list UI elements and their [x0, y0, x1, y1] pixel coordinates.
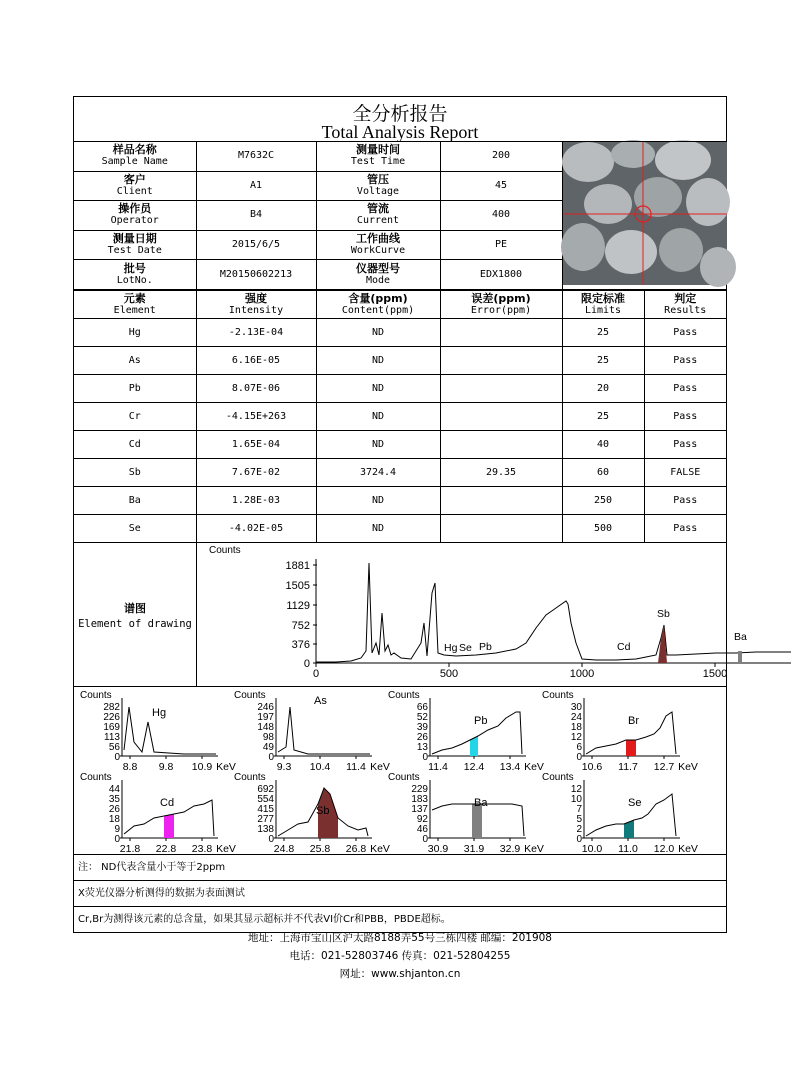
- counts-label: Counts: [234, 772, 266, 783]
- y-tick-label: 0: [303, 658, 310, 670]
- table-cell: -4.02E-05: [196, 515, 316, 543]
- element-spectra: [74, 687, 726, 855]
- x-tick-label: 9.3: [276, 761, 292, 773]
- info-value: 400: [491, 209, 511, 221]
- element-spectrum-se: [542, 772, 698, 855]
- header-en: Content(ppm): [341, 304, 415, 316]
- spectrum-row: [74, 543, 747, 687]
- info-value-cell: [440, 201, 562, 231]
- table-cell: 20: [562, 375, 644, 403]
- x-tick-label: 10.9: [191, 761, 213, 773]
- table-cell: 60: [562, 459, 644, 487]
- header-cn: 强度: [245, 291, 267, 305]
- info-label: [74, 260, 196, 290]
- element-label: Cd: [160, 797, 175, 809]
- info-label: [74, 142, 196, 171]
- info-value-cell: [196, 230, 316, 260]
- y-tick-label: 554: [257, 794, 274, 805]
- info-value: M7632C: [237, 150, 275, 162]
- x-tick-label: 23.8: [191, 843, 213, 855]
- table-cell: Pass: [644, 319, 726, 347]
- element-spectrum-cd: [80, 772, 236, 855]
- info-value-cell: [196, 171, 316, 201]
- header-en: Limits: [584, 304, 622, 316]
- x-tick-label: 11.4: [428, 761, 448, 773]
- x-tick-label: 8.8: [122, 761, 138, 773]
- y-tick-label: 26: [416, 732, 428, 743]
- label-en: Mode: [365, 274, 391, 286]
- table-cell: Cr: [74, 403, 196, 431]
- counts-label: Counts: [234, 690, 266, 701]
- table-cell: 1.28E-03: [196, 487, 316, 515]
- notes-section: [74, 855, 726, 932]
- note-line: Cr,Br为测得该元素的总含量，如果其显示超标并不代表VI价Cr和PBB，PBDE超标。: [78, 914, 451, 925]
- y-tick-label: 376: [291, 639, 310, 651]
- spectrum-trace: [124, 707, 216, 754]
- table-cell: ND: [316, 347, 440, 375]
- footer-web: 网址：www.shjanton.cn: [339, 968, 461, 980]
- info-value-cell: [440, 142, 562, 171]
- table-cell: 25: [562, 319, 644, 347]
- info-value: EDX1800: [479, 268, 523, 280]
- y-tick-label: 18: [570, 722, 582, 733]
- note-line: X荧光仪器分析测得的数据为表面测试: [74, 881, 726, 907]
- table-cell: [440, 375, 562, 403]
- y-tick-label: 183: [411, 794, 428, 805]
- element-label: Sb: [316, 805, 330, 817]
- element-spectrum-as: [234, 690, 390, 773]
- table-cell: 6.16E-05: [196, 347, 316, 375]
- label-cn: 批号: [123, 261, 146, 275]
- label-en: LotNo.: [116, 274, 153, 286]
- element-spectrum-pb: [388, 690, 544, 773]
- unit-label: KeV: [524, 843, 544, 855]
- table-cell: ND: [316, 515, 440, 543]
- label-en: Test Date: [107, 245, 162, 257]
- table-cell: Pass: [644, 431, 726, 459]
- table-cell: As: [74, 347, 196, 375]
- table-row: [74, 431, 726, 459]
- counts-label: Counts: [80, 772, 112, 783]
- label-en: Current: [356, 215, 400, 227]
- info-row: [74, 142, 726, 171]
- x-tick-label: 0: [312, 668, 320, 680]
- unit-label: KeV: [216, 843, 236, 855]
- label-cn: 管压: [367, 172, 389, 186]
- table-cell: ND: [316, 431, 440, 459]
- x-tick-label: 25.8: [309, 843, 331, 855]
- y-tick-label: 415: [257, 804, 274, 815]
- x-tick-label: 26.8: [345, 843, 367, 855]
- label-cn: 管流: [367, 202, 389, 216]
- y-tick-label: 113: [104, 732, 120, 743]
- y-tick-label: 0: [422, 752, 428, 763]
- label-en: Client: [116, 185, 153, 197]
- info-value: 2015/6/5: [231, 239, 281, 251]
- table-cell: 25: [562, 403, 644, 431]
- table-cell: Pass: [644, 487, 726, 515]
- peak-fill: [164, 814, 174, 838]
- spectrum-label-cn: 谱图: [124, 601, 146, 615]
- table-cell: [440, 487, 562, 515]
- y-tick-label: 1129: [286, 600, 310, 612]
- y-tick-label: 44: [108, 784, 120, 795]
- label-cn: 仪器型号: [356, 261, 400, 275]
- info-label: [74, 230, 196, 260]
- y-tick-label: 0: [268, 834, 274, 845]
- peak-label: Ba: [734, 631, 747, 643]
- results-header: [316, 291, 440, 319]
- table-cell: Pass: [644, 375, 726, 403]
- table-cell: 40: [562, 431, 644, 459]
- y-tick-label: 0: [422, 834, 428, 845]
- peak-label: Cd: [617, 641, 631, 653]
- y-tick-label: 0: [576, 752, 582, 763]
- results-header: [562, 291, 644, 319]
- info-value: 200: [491, 150, 511, 162]
- x-tick-label: 11.7: [618, 761, 638, 773]
- table-cell: 3724.4: [316, 459, 440, 487]
- table-cell: ND: [316, 319, 440, 347]
- table-cell: 29.35: [440, 459, 562, 487]
- info-value-cell: [196, 201, 316, 231]
- y-tick-label: 7: [576, 804, 582, 815]
- y-tick-label: 282: [103, 702, 120, 713]
- peak-label: Pb: [479, 641, 492, 653]
- y-tick-label: 0: [114, 834, 120, 845]
- x-tick-label: 31.9: [463, 843, 485, 855]
- spectrum-trace: [316, 563, 791, 662]
- label-en: Sample Name: [101, 156, 168, 168]
- table-cell: Hg: [74, 319, 196, 347]
- y-tick-label: 39: [416, 722, 428, 733]
- element-label: Se: [628, 797, 642, 809]
- header-cn: 含量(ppm): [348, 291, 408, 305]
- info-value-cell: [440, 171, 562, 201]
- unit-label: KeV: [216, 761, 236, 773]
- counts-label: Counts: [209, 545, 241, 556]
- x-tick-label: 30.9: [427, 843, 449, 855]
- table-cell: ND: [316, 375, 440, 403]
- table-row: [74, 487, 726, 515]
- unit-label: KeV: [370, 843, 390, 855]
- footer-phone: 电话：021-52803746 传真：021-52804255: [289, 950, 511, 962]
- y-tick-label: 277: [257, 814, 274, 825]
- label-cn: 客户: [123, 172, 146, 186]
- peak-fill: [624, 820, 634, 838]
- label-en: Voltage: [356, 185, 400, 197]
- element-spectrum-ba: [388, 772, 544, 855]
- y-tick-label: 1505: [285, 580, 310, 592]
- report-title: [74, 97, 726, 142]
- table-cell: Pass: [644, 403, 726, 431]
- y-tick-label: 9: [114, 824, 120, 835]
- y-tick-label: 197: [257, 712, 274, 723]
- y-tick-label: 49: [262, 742, 274, 753]
- label-cn: 操作员: [118, 202, 152, 216]
- element-spectrum-hg: [80, 690, 236, 773]
- info-value: A1: [249, 179, 263, 191]
- table-row: [74, 515, 726, 543]
- x-tick-label: 32.9: [499, 843, 521, 855]
- label-cn: 样品名称: [112, 143, 157, 157]
- title-en: Total Analysis Report: [321, 122, 479, 142]
- table-cell: Pb: [74, 375, 196, 403]
- y-tick-label: 0: [268, 752, 274, 763]
- counts-label: Counts: [388, 690, 420, 701]
- info-label: [74, 201, 196, 231]
- y-tick-label: 137: [411, 804, 428, 815]
- info-value: PE: [494, 239, 508, 251]
- x-tick-label: 12.7: [653, 761, 675, 773]
- y-tick-label: 24: [570, 712, 582, 723]
- table-cell: ND: [316, 487, 440, 515]
- sample-photo-image: [563, 142, 727, 285]
- table-row: [74, 347, 726, 375]
- peak-label: Se: [459, 642, 472, 654]
- info-value-cell: [440, 260, 562, 290]
- header-cn: 元素: [123, 291, 146, 305]
- ba-peak-fill: [738, 651, 742, 663]
- element-spectrum-sb: [234, 772, 390, 855]
- peak-fill: [472, 804, 482, 838]
- header-en: Error(ppm): [470, 304, 532, 316]
- table-cell: 250: [562, 487, 644, 515]
- element-label: As: [314, 695, 327, 707]
- table-cell: Pass: [644, 347, 726, 375]
- info-value-cell: [440, 230, 562, 260]
- spectrum-trace: [278, 707, 370, 754]
- table-cell: -2.13E-04: [196, 319, 316, 347]
- y-tick-label: 0: [114, 752, 120, 763]
- results-header: [440, 291, 562, 319]
- x-tick-label: 1500: [702, 668, 728, 680]
- table-cell: 1.65E-04: [196, 431, 316, 459]
- info-label: [316, 260, 440, 290]
- info-value-cell: [196, 142, 316, 171]
- label-en: Operator: [110, 215, 159, 227]
- analysis-report: [73, 96, 747, 933]
- x-tick-label: 11.4: [346, 761, 366, 773]
- x-tick-label: 500: [439, 668, 459, 680]
- title-cn: 全分析报告: [352, 103, 448, 125]
- note-line: 注： ND代表含量小于等于2ppm: [74, 855, 726, 881]
- results-header: [644, 291, 726, 319]
- table-row: [74, 375, 726, 403]
- y-tick-label: 92: [416, 814, 428, 825]
- x-tick-label: 13.4: [499, 761, 521, 773]
- results-header-row: [74, 291, 726, 319]
- sample-info-table: [74, 142, 726, 290]
- y-tick-label: 169: [103, 722, 120, 733]
- table-cell: Cd: [74, 431, 196, 459]
- x-tick-label: 10.6: [581, 761, 603, 773]
- label-cn: 测量日期: [112, 232, 157, 246]
- x-tick-label: 12.4: [463, 761, 485, 773]
- y-tick-label: 138: [257, 824, 274, 835]
- info-value: B4: [249, 209, 263, 221]
- header-cn: 误差(ppm): [471, 291, 531, 305]
- unit-label: KeV: [678, 843, 698, 855]
- footer-address: 地址：上海市宝山区沪太路8188弄55号三栋四楼 邮编：201908: [247, 932, 552, 944]
- y-tick-label: 0: [576, 834, 582, 845]
- label-cn: 测量时间: [356, 143, 400, 157]
- peak-label: Sb: [657, 608, 670, 620]
- unit-label: KeV: [524, 761, 544, 773]
- x-tick-label: 10.0: [581, 843, 603, 855]
- table-row: [74, 403, 726, 431]
- header-en: Results: [664, 304, 707, 316]
- table-cell: [440, 319, 562, 347]
- table-cell: -4.15E+263: [196, 403, 316, 431]
- x-tick-label: 11.0: [618, 843, 638, 855]
- element-label: Hg: [152, 707, 167, 719]
- y-tick-label: 226: [103, 712, 120, 723]
- results-header: [196, 291, 316, 319]
- unit-label: KeV: [678, 761, 698, 773]
- info-value: M20150602213: [219, 268, 293, 280]
- counts-label: Counts: [388, 772, 420, 783]
- results-table: [74, 290, 726, 543]
- table-cell: ND: [316, 403, 440, 431]
- y-tick-label: 18: [108, 814, 120, 825]
- x-tick-label: 9.8: [158, 761, 174, 773]
- header-cn: 判定: [674, 291, 697, 305]
- header-cn: 限定标准: [581, 291, 625, 305]
- y-tick-label: 2: [576, 824, 582, 835]
- x-tick-label: 10.4: [309, 761, 331, 773]
- y-tick-label: 26: [108, 804, 120, 815]
- info-label: [316, 201, 440, 231]
- table-cell: 8.07E-06: [196, 375, 316, 403]
- x-tick-label: 21.8: [119, 843, 141, 855]
- y-tick-label: 52: [416, 712, 428, 723]
- y-tick-label: 66: [416, 702, 428, 713]
- info-label: [316, 142, 440, 171]
- y-tick-label: 56: [108, 742, 120, 753]
- x-tick-label: 1000: [569, 668, 595, 680]
- table-row: [74, 459, 726, 487]
- y-tick-label: 98: [262, 732, 274, 743]
- counts-label: Counts: [542, 690, 574, 701]
- counts-label: Counts: [542, 772, 574, 783]
- info-label: [74, 171, 196, 201]
- element-label: Pb: [474, 715, 488, 727]
- x-tick-label: 22.8: [155, 843, 177, 855]
- spectrum-label: [74, 543, 197, 686]
- unit-label: KeV: [370, 761, 390, 773]
- table-cell: 500: [562, 515, 644, 543]
- element-label: Br: [628, 715, 639, 727]
- table-cell: FALSE: [644, 459, 726, 487]
- y-tick-label: 12: [570, 784, 582, 795]
- y-tick-label: 12: [570, 732, 582, 743]
- peak-label: Hg: [444, 642, 458, 654]
- element-label: Ba: [474, 797, 488, 809]
- spectrum-label-en: Element of drawing: [78, 617, 192, 630]
- results-header: [74, 291, 196, 319]
- label-en: Test Time: [350, 156, 406, 168]
- table-cell: [440, 515, 562, 543]
- table-cell: Sb: [74, 459, 196, 487]
- table-row: [74, 319, 726, 347]
- table-cell: [440, 431, 562, 459]
- table-cell: Se: [74, 515, 196, 543]
- y-tick-label: 5: [576, 814, 582, 825]
- y-tick-label: 752: [291, 620, 310, 632]
- table-cell: 7.67E-02: [196, 459, 316, 487]
- table-cell: 25: [562, 347, 644, 375]
- label-en: WorkCurve: [350, 245, 406, 257]
- info-value-cell: [196, 260, 316, 290]
- info-value: 45: [494, 179, 508, 191]
- info-label: [316, 230, 440, 260]
- y-tick-label: 46: [416, 824, 428, 835]
- sample-photo: [562, 142, 726, 290]
- header-en: Intensity: [228, 304, 284, 316]
- y-tick-label: 246: [257, 702, 274, 713]
- y-tick-label: 6: [576, 742, 582, 753]
- x-tick-label: 24.8: [273, 843, 295, 855]
- y-tick-label: 692: [257, 784, 274, 795]
- info-label: [316, 171, 440, 201]
- y-tick-label: 1881: [285, 560, 310, 572]
- element-spectrum-br: [542, 690, 698, 773]
- peak-fill: [626, 740, 636, 756]
- y-tick-label: 148: [257, 722, 274, 733]
- spectrum-chart: [196, 543, 747, 686]
- table-cell: [440, 403, 562, 431]
- element-spectra-charts: [74, 687, 726, 854]
- x-tick-label: 12.0: [653, 843, 675, 855]
- y-tick-label: 35: [108, 794, 120, 805]
- y-tick-label: 13: [416, 742, 428, 753]
- label-cn: 工作曲线: [356, 232, 400, 246]
- y-tick-label: 10: [570, 794, 582, 805]
- y-tick-label: 30: [570, 702, 582, 713]
- table-cell: Ba: [74, 487, 196, 515]
- header-en: Element: [113, 304, 156, 316]
- y-tick-label: 229: [411, 784, 428, 795]
- counts-label: Counts: [80, 690, 112, 701]
- table-cell: [440, 347, 562, 375]
- table-cell: Pass: [644, 515, 726, 543]
